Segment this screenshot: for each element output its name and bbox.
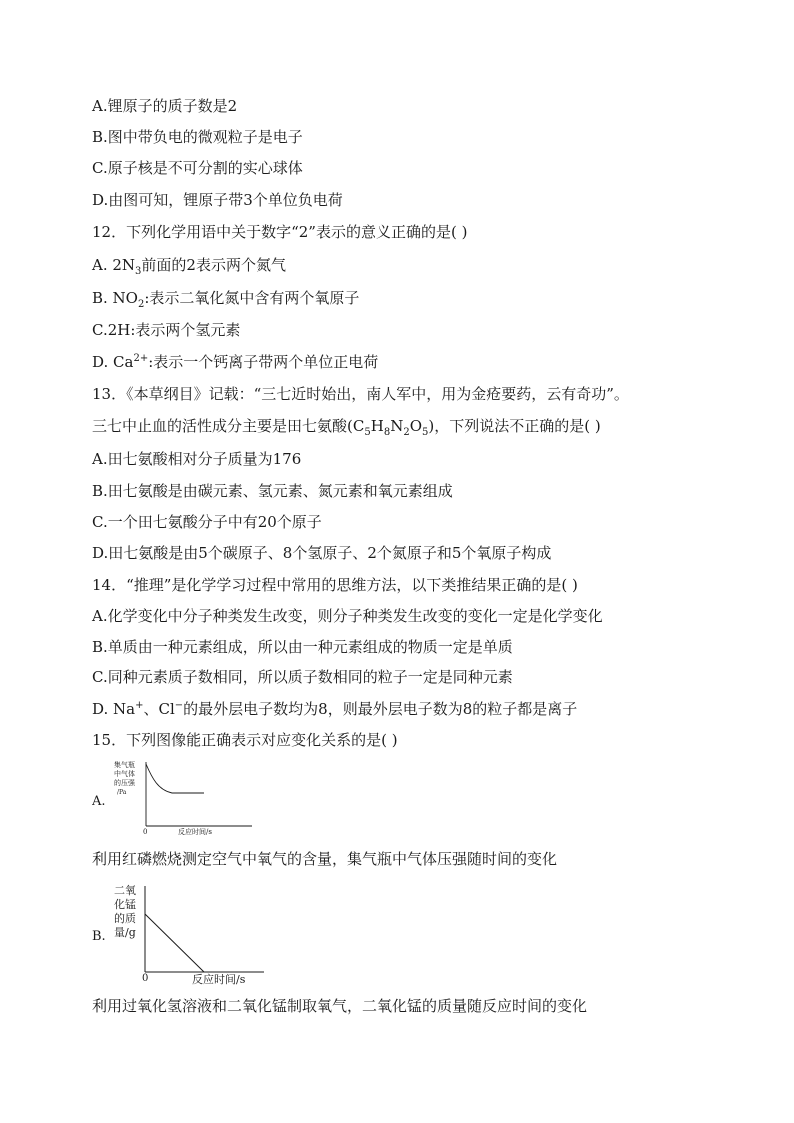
graph-b-letter: B. xyxy=(92,929,106,944)
q13-option-d: D.田七氨酸是由5个碳原子、8个氢原子、2个氮原子和5个氧原子构成 xyxy=(92,544,552,562)
q14-d-mid: 、Cl xyxy=(143,700,175,718)
q11-option-b: B.图中带负电的微观粒子是电子 xyxy=(92,128,303,146)
graph-a-letter: A. xyxy=(92,794,106,809)
q11-option-a: A.锂原子的质子数是2 xyxy=(92,97,238,115)
q11-option-d: D.由图可知，锂原子带3个单位负电荷 xyxy=(92,191,343,209)
q13-option-a: A.田七氨酸相对分子质量为176 xyxy=(92,450,302,468)
graph-b-ylabel-2: 化锰 xyxy=(114,898,136,911)
graph-b-ylabel-3: 的质 xyxy=(114,912,136,925)
q12-option-a xyxy=(92,255,286,275)
q12-option-c: C.2H:表示两个氢元素 xyxy=(92,321,241,339)
formula-h-count: 8 xyxy=(383,427,391,438)
q15-graph-a xyxy=(92,758,262,842)
q15-graph-b xyxy=(92,880,272,990)
q12-b-sub: 2 xyxy=(137,299,145,310)
formula-c: C xyxy=(352,417,365,435)
q13-stem-pre: 三七中止血的活性成分主要是田七氨酸( xyxy=(92,417,353,435)
graph-b-xlabel: 反应时间/s xyxy=(192,973,246,986)
q12-d-pre: D. Ca xyxy=(92,353,134,371)
q13-stem-post: )，下列说法不正确的是( ) xyxy=(428,417,601,435)
formula-o-count: 5 xyxy=(422,427,429,438)
graph-a-ylabel-4: /Pa xyxy=(117,789,127,796)
q12-b-post: :表示二氧化氮中含有两个氧原子 xyxy=(144,289,360,307)
q13-formula xyxy=(352,417,429,438)
q14-stem: 14．“推理”是化学学习过程中常用的思维方法，以下类推结果正确的是( ) xyxy=(92,576,578,594)
q14-d-sup2: − xyxy=(174,700,184,711)
graph-b-svg xyxy=(92,880,272,986)
q12-d-post: :表示一个钙离子带两个单位正电荷 xyxy=(148,353,379,371)
graph-a-curve xyxy=(146,764,204,793)
q12-b-pre: B. NO xyxy=(92,289,138,307)
q12-a-pre: A. 2N xyxy=(92,256,136,274)
q15-caption-b: 利用过氧化氢溶液和二氧化锰制取氧气，二氧化锰的质量随反应时间的变化 xyxy=(92,997,588,1015)
q14-d-sup1: + xyxy=(135,700,144,711)
q13-stem-line2 xyxy=(92,416,601,436)
q12-option-b xyxy=(92,288,359,308)
formula-n: N xyxy=(390,417,404,435)
q14-option-a: A.化学变化中分子种类发生改变，则分子种类发生改变的变化一定是化学变化 xyxy=(92,607,603,625)
q12-option-d xyxy=(92,352,378,372)
formula-o: O xyxy=(409,417,422,435)
graph-b-ylabel-4: 量/g xyxy=(114,926,136,939)
q11-option-c: C.原子核是不可分割的实心球体 xyxy=(92,159,303,177)
q14-d-pre: D. Na xyxy=(92,700,136,718)
q14-option-c: C.同种元素质子数相同，所以质子数相同的粒子一定是同种元素 xyxy=(92,668,513,686)
q14-d-post: 的最外层电子数均为8，则最外层电子数为8的粒子都是离子 xyxy=(183,700,578,718)
graph-a-ylabel-3: 的压强 xyxy=(114,779,135,787)
graph-a-xlabel: 反应时间/s xyxy=(178,828,212,836)
q13-option-c: C.一个田七氨酸分子中有20个原子 xyxy=(92,513,322,531)
q12-a-sub: 3 xyxy=(135,266,142,277)
q14-option-b: B.单质由一种元素组成，所以由一种元素组成的物质一定是单质 xyxy=(92,638,513,656)
formula-h: H xyxy=(370,417,384,435)
q13-option-b: B.田七氨酸是由碳元素、氢元素、氮元素和氧元素组成 xyxy=(92,482,453,500)
graph-b-origin: 0 xyxy=(142,973,149,984)
graph-a-svg xyxy=(92,758,262,838)
formula-n-count: 2 xyxy=(403,427,410,438)
graph-b-ylabel-1: 二氧 xyxy=(114,884,136,897)
q15-caption-a: 利用红磷燃烧测定空气中氧气的含量，集气瓶中气体压强随时间的变化 xyxy=(92,850,558,868)
q15-stem: 15．下列图像能正确表示对应变化关系的是( ) xyxy=(92,731,398,749)
graph-a-ylabel-2: 中气体 xyxy=(114,770,135,778)
q13-stem-line1: 13．《本草纲目》记载：“三七近时始出，南人军中，用为金疮要药，云有奇功”。 xyxy=(92,385,629,403)
q12-d-sup: 2+ xyxy=(133,353,149,364)
graph-b-line xyxy=(145,914,204,972)
q12-stem: 12．下列化学用语中关于数字“2”表示的意义正确的是( ) xyxy=(92,223,468,241)
graph-a-ylabel-1: 集气瓶 xyxy=(114,761,135,769)
formula-c-count: 5 xyxy=(364,427,371,438)
graph-a-origin: 0 xyxy=(143,828,148,836)
q12-a-post: 前面的2表示两个氮气 xyxy=(141,256,286,274)
q14-option-d xyxy=(92,699,577,719)
